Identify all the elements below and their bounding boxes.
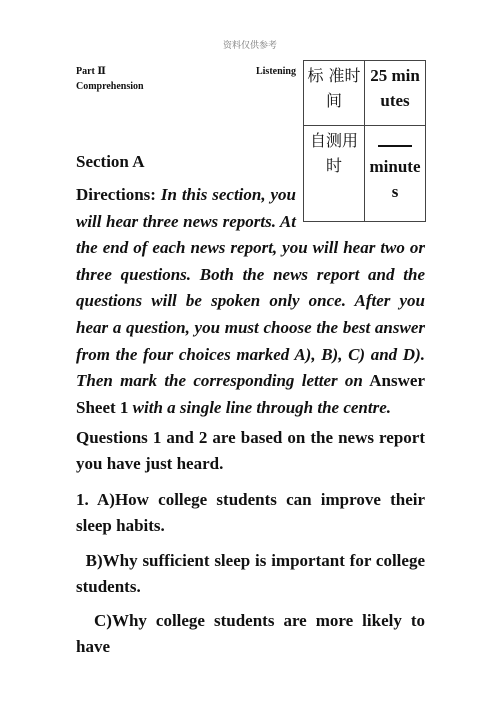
- part-title-comprehension: Comprehension: [76, 81, 144, 92]
- standard-time-value: 25 minutes: [365, 61, 426, 126]
- part-heading: [76, 64, 296, 94]
- question-1: [76, 487, 425, 539]
- option-a: A)How college students can improve their sleep habits.: [76, 490, 426, 535]
- section-title: Section A: [76, 152, 145, 171]
- self-time-unit: minutes: [369, 156, 421, 201]
- option-b: B)Why sufficient sleep is important for college students.: [76, 551, 425, 596]
- directions-body: the end of each news report, you will hear two or three questions. Both the news report and the questions will be spoken only once. After you hear a question, you must choose the best answer from the four choices marked A), B), C) and D). Then mark the corresponding letter on: [76, 238, 425, 391]
- option-c: C)Why college students are more likely to have: [76, 611, 425, 656]
- directions-tail: with a single line through the centre.: [132, 397, 392, 417]
- part-title-listening: Listening: [255, 66, 296, 77]
- directions-paragraph: [76, 182, 425, 421]
- answer-sheet-ref: Answer Sheet 1: [76, 371, 425, 417]
- directions-line2: will hear three news reports. At: [76, 211, 296, 231]
- self-time-blank[interactable]: [378, 128, 412, 147]
- self-time-label: 自测用时: [304, 125, 365, 221]
- questions-intro: Questions 1 and 2 are based on the news report you have just heard.: [76, 428, 425, 473]
- option-b-row: [76, 548, 425, 600]
- directions-label: Directions:: [76, 185, 156, 204]
- option-c-row: [76, 608, 425, 660]
- directions-line1: In this section, you: [160, 185, 296, 204]
- part-label: Part Ⅱ: [76, 66, 106, 77]
- header-note: 资料仅供参考: [222, 41, 277, 51]
- standard-time-label: 标 准时间: [304, 61, 365, 126]
- question-number: 1.: [76, 490, 89, 509]
